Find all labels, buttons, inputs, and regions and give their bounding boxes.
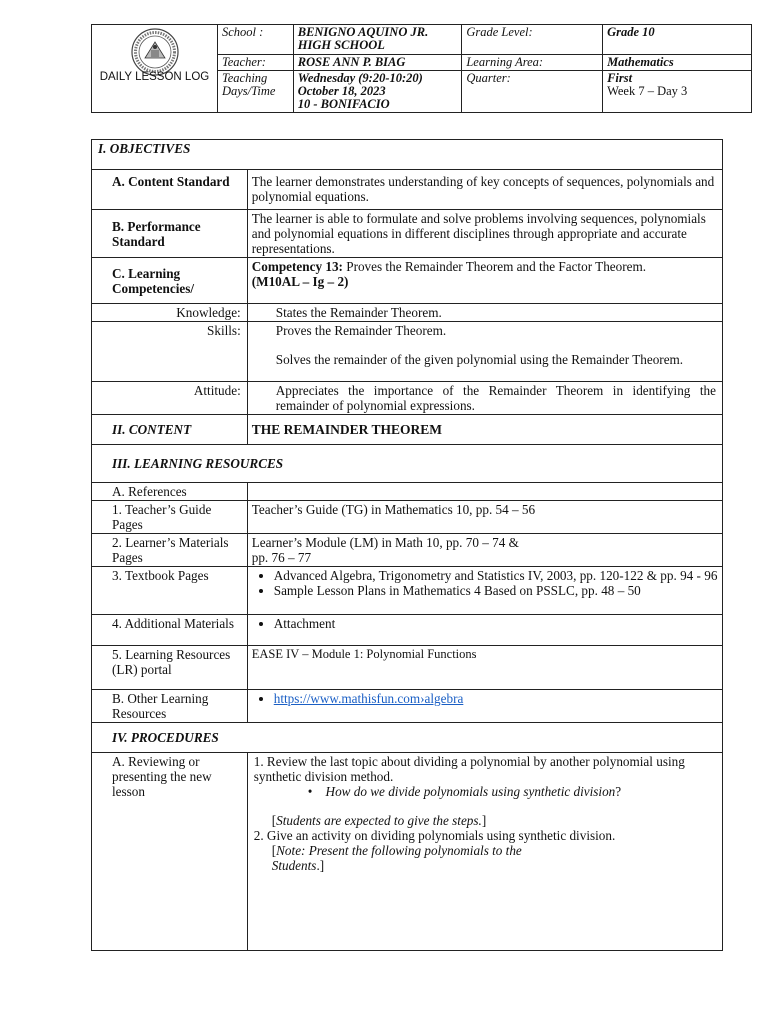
content-value: THE REMAINDER THEOREM [247,415,722,445]
quarter-label: Quarter: [462,71,603,113]
teaching-date: October 18, 2023 [297,84,386,98]
references-label: A. References [92,483,248,501]
content-standard-text: The learner demonstrates understanding of key concepts of sequences, polynomials and polynomial equations. [247,170,722,210]
list-item: • Attachment [274,616,718,631]
other-resources-list [252,691,718,706]
learning-resources-heading: III. LEARNING RESOURCES [92,445,723,483]
activity-note: [Note: Present the following polynomials to the Students.] [271,843,522,873]
header-table [91,24,752,113]
knowledge-text: States the Remainder Theorem. [247,304,722,322]
learners-materials-label: 2. Learner’s Materials Pages [92,534,248,567]
lr-portal-text: EASE IV – Module 1: Polynomial Functions [247,646,722,690]
competency-number: Competency 13: [251,259,343,274]
learning-competency-cell [247,258,722,304]
attitude-label: Attitude: [92,382,248,415]
teachers-guide-text: Teacher’s Guide (TG) in Mathematics 10, pp. 54 – 56 [247,501,722,534]
daily-lesson-log-title: DAILY LESSON LOG [92,25,218,113]
attitude-text: Appreciates the importance of the Remainder Theorem in identifying the remainder of polynomial expressions. [247,382,722,415]
knowledge-label: Knowledge: [92,304,248,322]
week-day-value: Week 7 – Day 3 [607,84,688,98]
competency-text: Proves the Remainder Theorem and the Factor Theorem. [342,259,647,274]
content-heading: II. CONTENT [92,415,248,445]
mathisfun-link[interactable]: https://www.mathisfun.com›algebra [273,691,464,706]
review-note: [Students are expected to give the steps.] [271,813,487,828]
reviewing-lesson-label: A. Reviewing or presenting the new lesson [92,753,248,951]
additional-materials-label: 4. Additional Materials [92,615,248,646]
textbook-list [252,568,718,598]
learning-area-label: Learning Area: [462,55,603,71]
content-standard-label: A. Content Standard [92,170,248,210]
other-resources-cell [247,690,722,723]
list-item: • Advanced Algebra, Trigonometry and Statistics IV, 2003, pp. 120-122 & pp. 94 - 96 [274,568,718,583]
teacher-value: ROSE ANN P. BIAG [293,55,462,71]
skills-cell [247,322,722,382]
review-step-1: 1. Review the last topic about dividing a polynomial by another polynomial using synthetic division method. [253,754,685,784]
skills-text-1: Proves the Remainder Theorem. [275,323,447,338]
references-empty [247,483,722,501]
teaching-day-time: Wednesday (9:20-10:20) [297,71,423,85]
additional-materials-list [252,616,718,631]
learners-materials-text-2: pp. 76 – 77 [251,550,312,565]
procedures-heading: IV. PROCEDURES [92,723,723,753]
performance-standard-text: The learner is able to formulate and solve problems involving sequences, polynomials and polynomial equations in different disciplines through appropriate and accurate representations. [247,210,722,258]
learning-area-value: Mathematics [603,55,752,71]
grade-label: Grade Level: [462,25,603,55]
skills-text-2: Solves the remainder of the given polynomial using the Remainder Theorem. [275,352,684,367]
lr-portal-label: 5. Learning Resources (LR) portal [92,646,248,690]
teaching-days-value [293,71,462,113]
list-item [274,691,718,706]
quarter-value: First [607,71,633,85]
learning-competencies-label: C. Learning Competencies/ [92,258,248,304]
textbook-pages-cell [247,567,722,615]
activity-note-text: Note: Present the following polynomials to the Students [271,843,522,873]
teachers-guide-label: 1. Teacher’s Guide Pages [92,501,248,534]
review-question: • How do we divide polynomials using synthetic division? [307,784,622,799]
reviewing-lesson-cell [247,753,722,951]
competency-code: (M10AL – Ig – 2) [251,274,349,289]
grade-value: Grade 10 [603,25,752,55]
review-question-text: How do we divide polynomials using synthetic division [325,784,616,799]
quarter-value-cell [603,71,752,113]
textbook-pages-label: 3. Textbook Pages [92,567,248,615]
learners-materials-cell [247,534,722,567]
school-value: BENIGNO AQUINO JR. HIGH SCHOOL [293,25,462,55]
review-note-text: Students are expected to give the steps. [276,813,482,828]
review-step-2: 2. Give an activity on dividing polynomials using synthetic division. [253,828,616,843]
lesson-table [91,139,723,951]
teacher-label: Teacher: [217,55,293,71]
other-resources-label: B. Other Learning Resources [92,690,248,723]
objectives-heading: I. OBJECTIVES [92,140,723,170]
teaching-days-label: Teaching Days/Time [217,71,293,113]
skills-label: Skills: [92,322,248,382]
performance-standard-label: B. Performance Standard [92,210,248,258]
list-item: • Sample Lesson Plans in Mathematics 4 Based on PSSLC, pp. 48 – 50 [274,583,718,598]
section: 10 - BONIFACIO [297,97,390,111]
learners-materials-text-1: Learner’s Module (LM) in Math 10, pp. 70 – 74 & [251,535,519,550]
school-label: School : [217,25,293,55]
additional-materials-cell [247,615,722,646]
